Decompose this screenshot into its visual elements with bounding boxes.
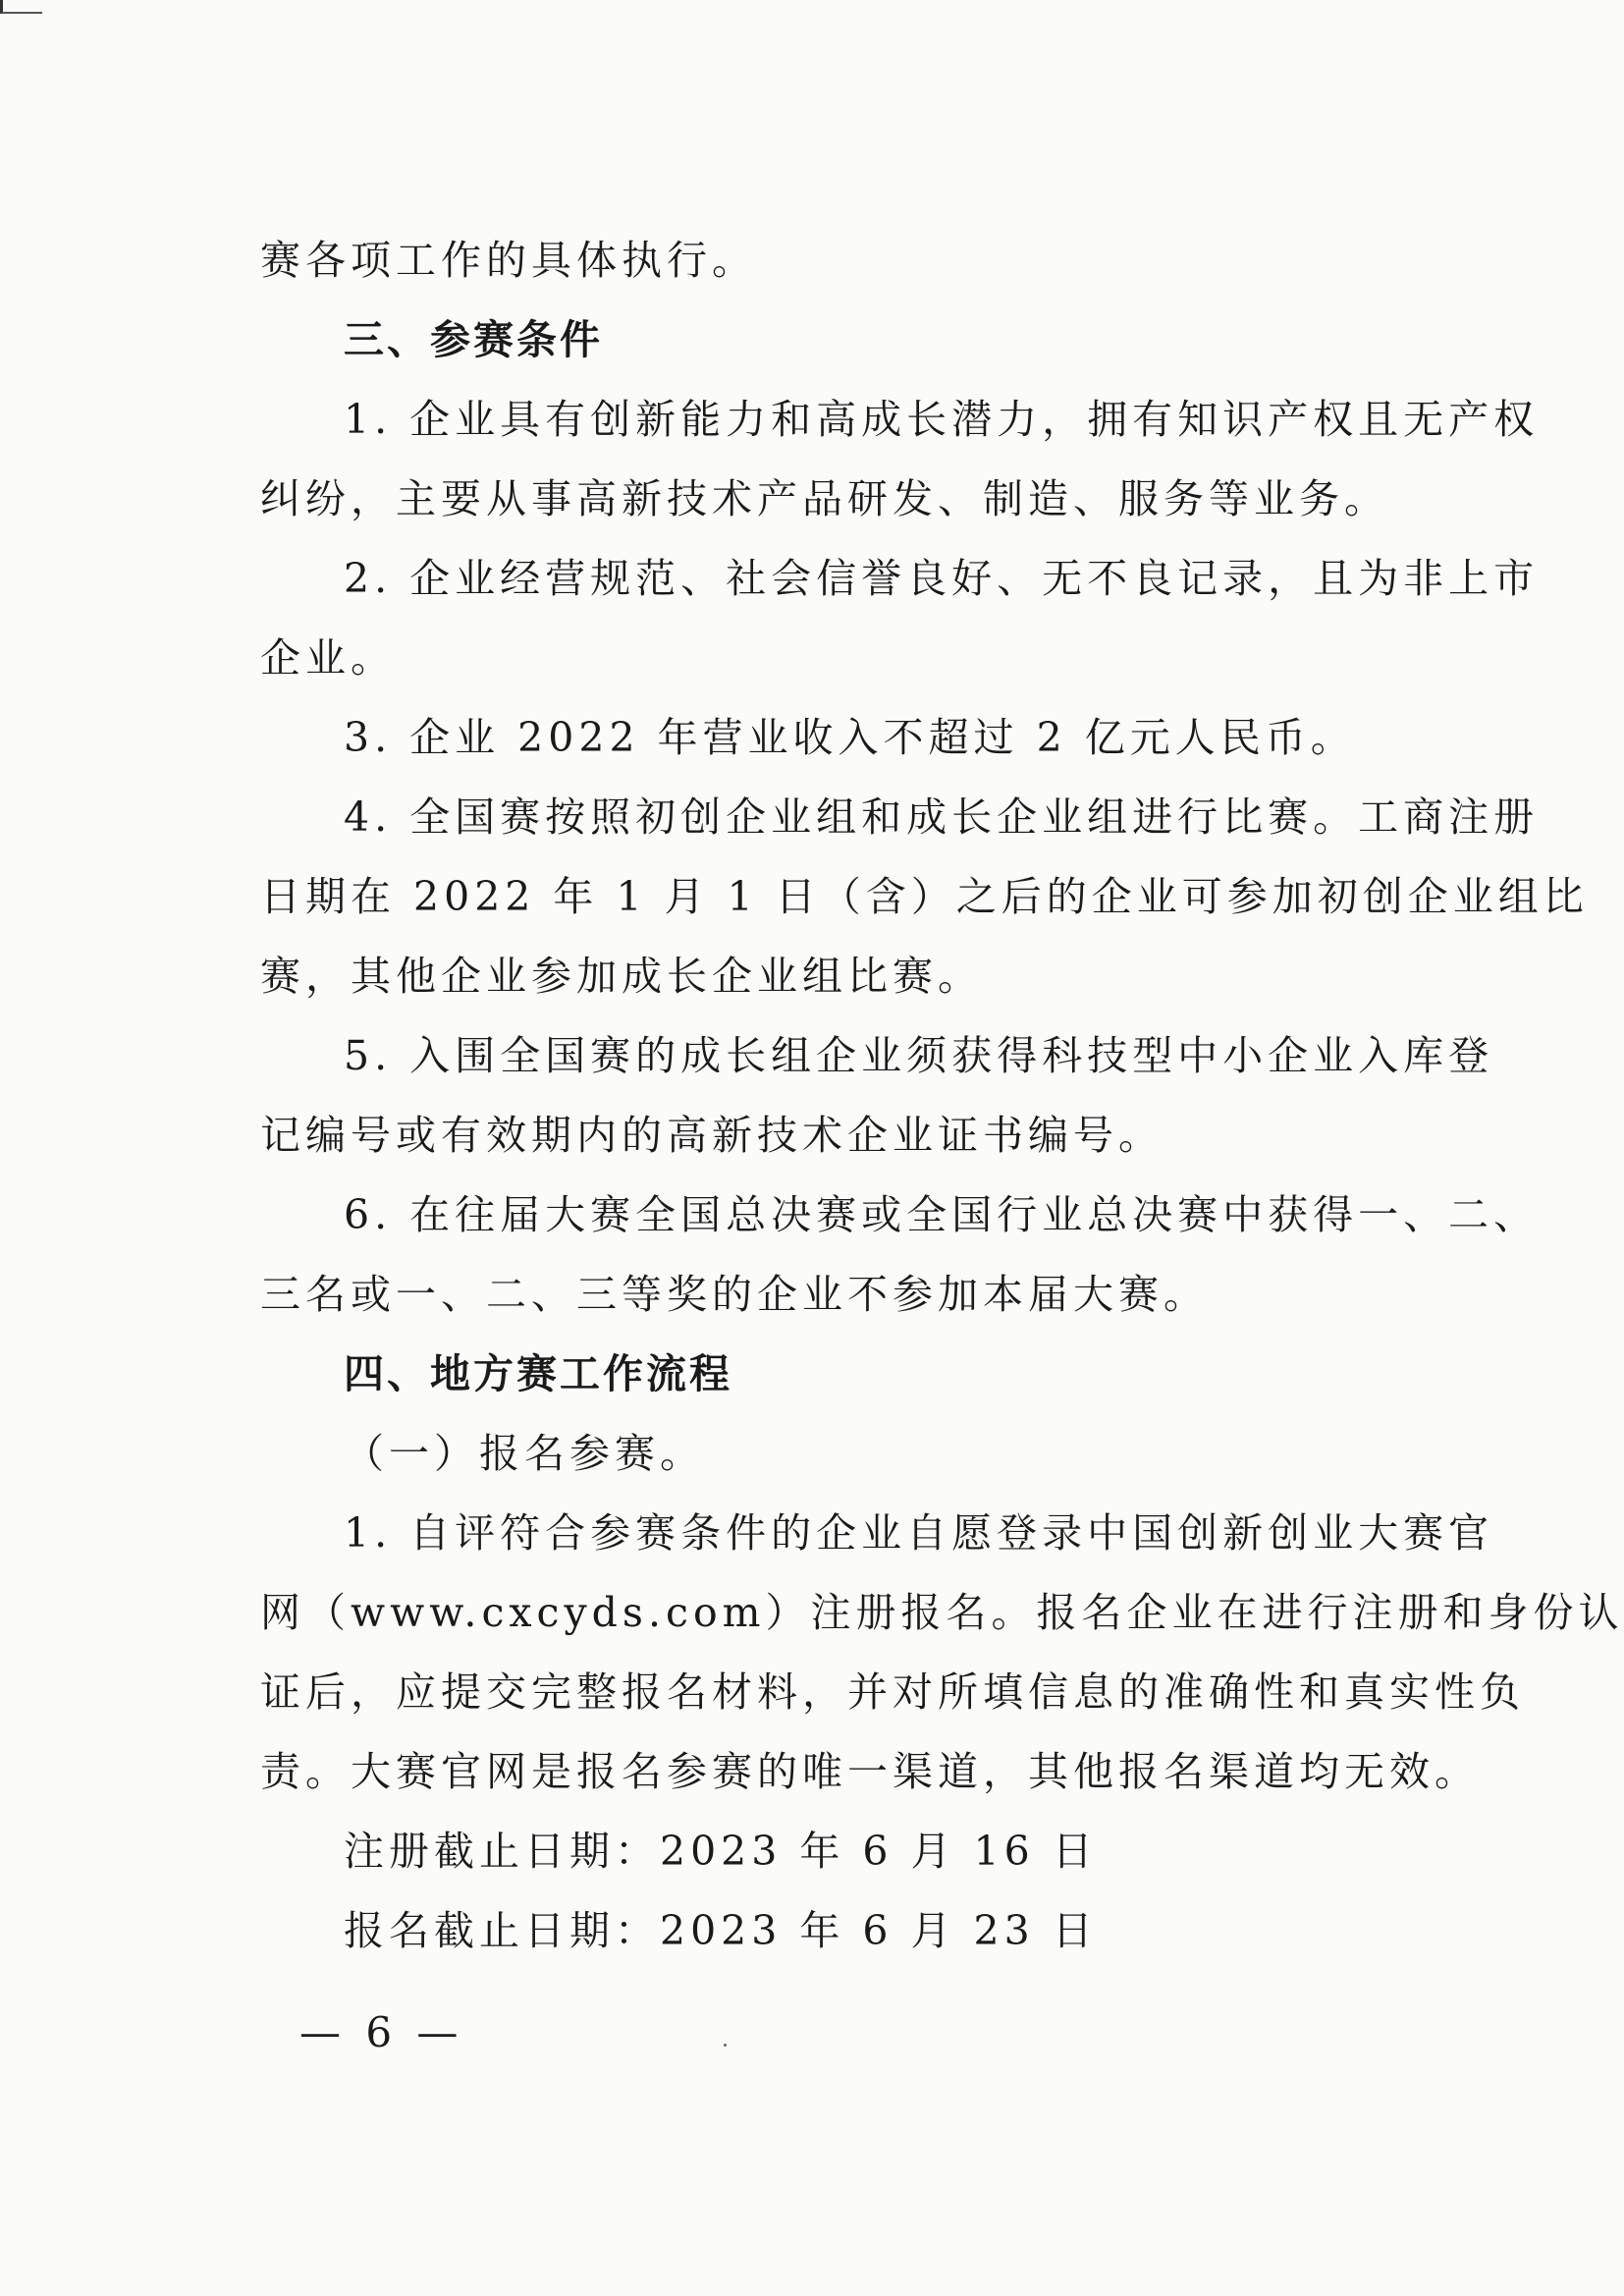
condition-2-line-1: 2. 企业经营规范、社会信誉良好、无不良记录，且为非上市 — [344, 555, 1540, 602]
scan-corner-mark — [0, 0, 42, 14]
condition-1-line-1: 1. 企业具有创新能力和高成长潜力，拥有知识产权且无产权 — [344, 396, 1540, 443]
condition-3-line-1: 3. 企业 2022 年营业收入不超过 2 亿元人民币。 — [344, 714, 1356, 761]
condition-2-line-2: 企业。 — [260, 634, 396, 682]
condition-6-line-1: 6. 在往届大赛全国总决赛或全国行业总决赛中获得一、二、 — [344, 1191, 1540, 1238]
condition-6-line-2: 三名或一、二、三等奖的企业不参加本届大赛。 — [260, 1271, 1209, 1318]
registration-line-2: 网（www.cxcyds.com）注册报名。报名企业在进行注册和身份认 — [260, 1589, 1624, 1636]
application-deadline: 报名截止日期：2023 年 6 月 23 日 — [344, 1907, 1098, 1954]
registration-line-3: 证后，应提交完整报名材料，并对所填信息的准确性和真实性负 — [260, 1668, 1525, 1716]
paragraph-continuation: 赛各项工作的具体执行。 — [260, 237, 757, 284]
registration-deadline: 注册截止日期：2023 年 6 月 16 日 — [344, 1828, 1098, 1875]
page-number: — 6 — — [299, 2008, 464, 2056]
subsection-heading-1: （一）报名参赛。 — [344, 1430, 705, 1477]
condition-4-line-2: 日期在 2022 年 1 月 1 日（含）之后的企业可参加初创企业组比 — [260, 873, 1589, 920]
registration-line-4: 责。大赛官网是报名参赛的唯一渠道，其他报名渠道均无效。 — [260, 1748, 1480, 1795]
condition-4-line-1: 4. 全国赛按照初创企业组和成长企业组进行比赛。工商注册 — [344, 793, 1540, 841]
condition-1-line-2: 纠纷，主要从事高新技术产品研发、制造、服务等业务。 — [260, 475, 1389, 522]
scan-speck — [724, 2044, 727, 2047]
condition-5-line-1: 5. 入围全国赛的成长组企业须获得科技型中小企业入库登 — [344, 1032, 1494, 1079]
registration-line-1: 1. 自评符合参赛条件的企业自愿登录中国创新创业大赛官 — [344, 1509, 1494, 1557]
section-heading-3: 三、参赛条件 — [344, 316, 603, 363]
body-text — [260, 221, 1624, 1971]
section-heading-4: 四、地方赛工作流程 — [344, 1350, 732, 1397]
condition-4-line-3: 赛，其他企业参加成长企业组比赛。 — [260, 953, 983, 1000]
condition-5-line-2: 记编号或有效期内的高新技术企业证书编号。 — [260, 1112, 1164, 1159]
